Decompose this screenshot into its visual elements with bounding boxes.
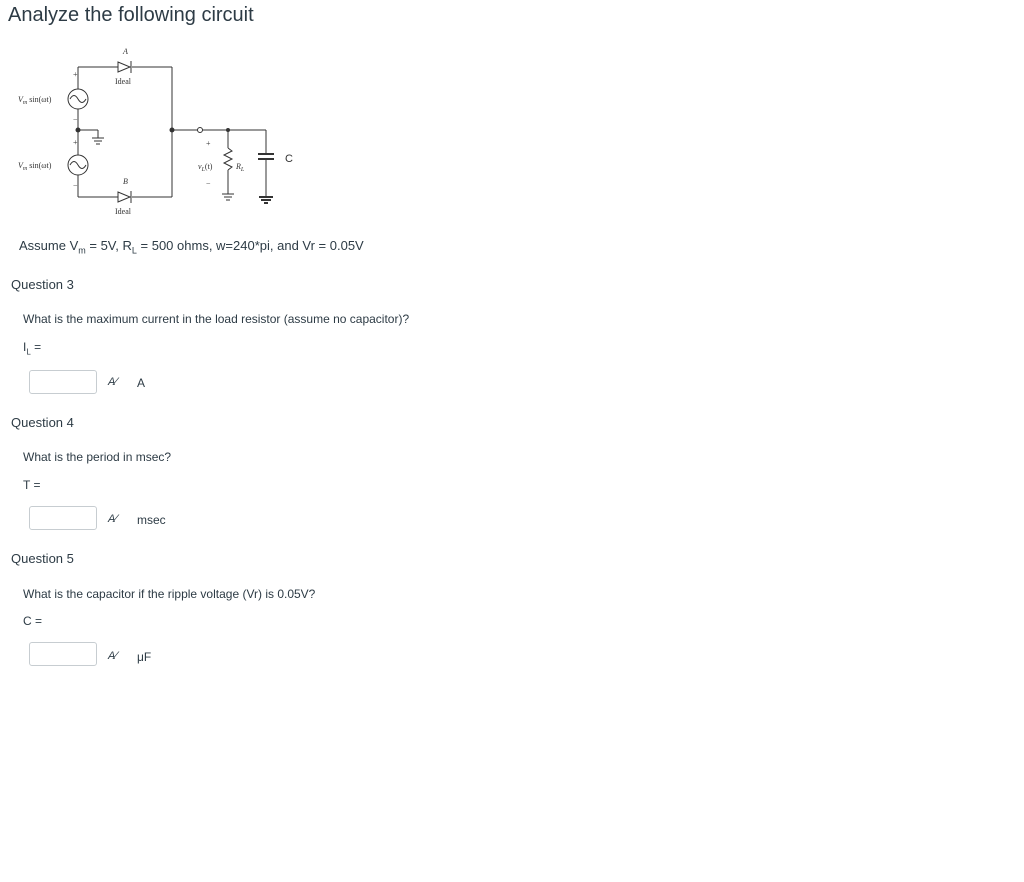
question-5-unit: μF [137,650,152,664]
question-4-text: What is the period in msec? [23,450,172,464]
svg-text:+: + [73,70,78,79]
load-resistor [224,148,232,170]
svg-text:B: B [123,177,128,186]
svg-text:Ideal: Ideal [115,207,131,216]
circuit-diagram [10,42,300,217]
question-3-unit: A [137,376,146,390]
svg-text:RL: $R_L$ [236,162,245,173]
question-5-heading: Question 5 [11,551,74,566]
format-icon[interactable]: A⁄ [108,376,118,388]
question-3-answer-input[interactable] [29,370,97,394]
question-4-answer-input[interactable] [29,506,97,530]
svg-text:−: − [73,115,78,124]
format-icon[interactable]: A⁄ [108,513,118,525]
question-3-heading: Question 3 [11,277,74,292]
svg-text:Ideal: Ideal [115,77,131,86]
format-icon[interactable]: A⁄ [108,650,118,662]
question-5-answer-input[interactable] [29,642,97,666]
diode-b [118,191,131,203]
svg-text:A: A [123,47,128,56]
svg-text:Vm sin(ωt): $V_m$ sin(ωt) [18,95,52,106]
question-5-variable: C = [23,614,43,628]
svg-text:−: − [206,179,211,188]
assumption-text: Assume $V_m = 5V$, $R_L = 500$ ohms, w=240*pi, and Vr = 0.05V [19,238,364,256]
svg-text:+: + [73,138,78,147]
question-4-heading: Question 4 [11,415,74,430]
capacitor-label: C [285,153,293,165]
question-4-unit: msec [137,513,166,527]
svg-text:vL(t): $v_L(t)$ [198,162,213,173]
svg-text:−: − [73,181,78,190]
svg-text:+: + [206,139,211,148]
svg-text:Vm sin(ωt): $V_m$ sin(ωt) [18,161,52,172]
question-3-text: What is the maximum current in the load resistor (assume no capacitor)? [23,312,410,326]
question-5-text: What is the capacitor if the ripple voltage (Vr) is 0.05V? [23,587,316,601]
question-3-variable: $I_L$ = [23,340,42,357]
question-4-variable: T = [23,478,41,492]
diode-a [118,61,131,73]
page-title: Analyze the following circuit [8,4,254,26]
